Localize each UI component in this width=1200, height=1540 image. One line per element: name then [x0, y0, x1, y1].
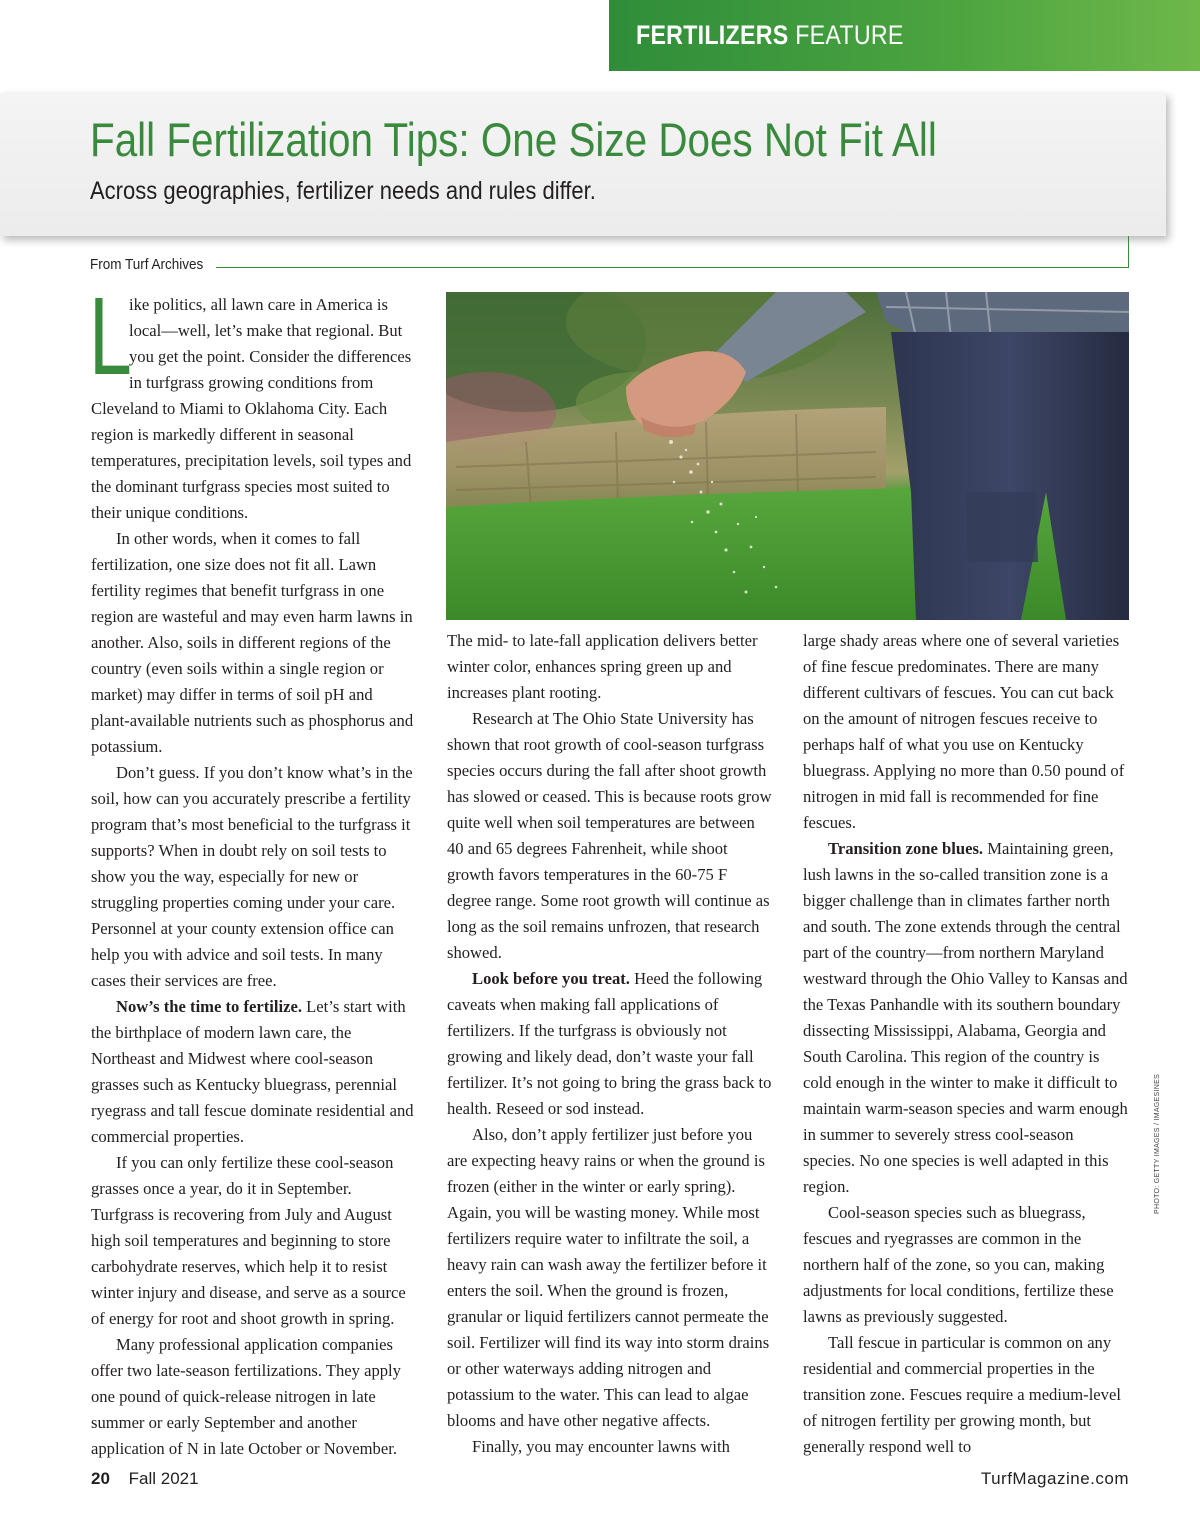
section-label — [636, 20, 904, 51]
paragraph: Tall fescue in particular is common on any residential and commercial properties in the transition zone. Fescues require a medium-level of nitrogen fertility per growing month, but generally respond well to — [803, 1333, 1121, 1456]
issue-date: Fall 2021 — [128, 1469, 199, 1488]
paragraph: large shady areas where one of several varieties of fine fescue predominates. There are many different cultivars of fescues. You can cut back on the amount of nitrogen fescues receive to perhaps half of what you use on Kentucky bluegrass. Applying no more than 0.50 pound of nitrogen in mid fall is recommended for fine fescues. — [803, 631, 1125, 832]
paragraph: Don’t guess. If you don’t know what’s in the soil, how can you accurately prescribe a fertility program that’s most beneficial to the turfgrass it supports? When in doubt rely on soil tests to show you the way, especially for new or struggling properties coming under your care. Personnel at your county extension office can help you with advice and soil tests. In many cases their services are free. — [91, 763, 413, 990]
paragraph: The mid- to late-fall application delivers better winter color, enhances spring green up and increases plant rooting. — [447, 631, 758, 702]
paragraph: Finally, you may encounter lawns with — [472, 1437, 730, 1456]
article-subtitle: Across geographies, fertilizer needs and rules differ. — [90, 177, 596, 205]
paragraph-text: Let’s start with the birthplace of modern lawn care, the Northeast and Midwest where cool-season grasses such as Kentucky bluegrass, perennial ryegrass and tall fescue dominate residential and commercial properties. — [91, 997, 414, 1146]
subhead: Transition zone blues. — [828, 839, 984, 858]
byline: From Turf Archives — [90, 256, 204, 273]
paragraph-text: ike politics, all lawn care in America is local—well, let’s make that regional. But you get the point. Consider the differences in turfgrass growing conditions from Cleveland to Miami to Oklahoma City. Each region is markedly different in seasonal temperatures, precipitation levels, soil types and the dominant turfgrass species most suited to their unique conditions. — [91, 295, 412, 522]
byline-rule — [216, 267, 1129, 268]
subhead: Look before you treat. — [472, 969, 630, 988]
photo-credit-text: PHOTO: GETTY IMAGES / IMAGESINES — [1154, 1073, 1161, 1214]
paragraph: Cool-season species such as bluegrass, fescues and ryegrasses are common in the northern half of the zone, so you can, making adjustments for local conditions, fertilize these lawns as previously suggested. — [803, 1203, 1114, 1326]
paragraph: In other words, when it comes to fall fertilization, one size does not fit all. Lawn fertility regimes that benefit turfgrass in one region are wasteful and may even harm lawns in another. Also, soils in different regions of the country (even soils within a single region or market) may differ in terms of soil pH and plant-available nutrients such as phosphorus and potassium. — [91, 529, 414, 756]
paragraph-text: Heed the following caveats when making fall applications of fertilizers. If the turfgrass is obviously not growing and likely dead, don’t waste your fall fertilizer. It’s not going to bring the grass back to health. Reseed or sod instead. — [447, 969, 772, 1118]
section-banner — [609, 0, 1200, 71]
hero-photo — [446, 292, 1129, 620]
section-label-light: FEATURE — [795, 20, 904, 50]
hand-spreading-fertilizer-photo — [446, 292, 1129, 620]
paragraph — [89, 275, 414, 526]
paragraph — [803, 836, 1129, 1200]
site-url: TurfMagazine.com — [980, 1469, 1129, 1488]
subhead: Now’s the time to fertilize. — [116, 997, 302, 1016]
article-title: Fall Fertilization Tips: One Size Does Not Fit All — [90, 113, 937, 166]
article-column-1 — [89, 275, 414, 1462]
byline-rule-vertical — [1128, 236, 1129, 268]
paragraph — [447, 966, 772, 1122]
paragraph: Also, don’t apply fertilizer just before you are expecting heavy rains or when the ground is frozen (either in the winter or early spring). Again, you will be wasting money. While most fertilizers require water to infiltrate the soil, a heavy rain can wash away the fertilizer before it enters the soil. When the ground is frozen, granular or liquid fertilizers cannot permeate the soil. Fertilizer will find its way into storm drains or other waterways adding nitrogen and potassium to the water. This can lead to algae blooms and have other negative affects. — [447, 1125, 770, 1430]
article-column-3 — [803, 628, 1129, 1460]
paragraph: Many professional application companies offer two late-season fertilizations. They apply one pound of quick-release nitrogen in late summer or early September and another application of N in late October or November. — [91, 1335, 401, 1458]
drop-cap: L — [89, 275, 132, 398]
paragraph-text: Maintaining green, lush lawns in the so-called transition zone is a bigger challenge than in climates farther north and south. The zone extends through the central part of the country—from northern Maryland westward through the Ohio Valley to Kansas and the Texas Panhandle with its southern boundary dissecting Mississippi, Alabama, Georgia and South Carolina. This region of the country is cold enough in the winter to make it difficult to maintain warm-season species and warm enough in summer to severely stress cool-season species. No one species is well adapted in this region. — [803, 839, 1128, 1196]
paragraph: Research at The Ohio State University has shown that root growth of cool-season turfgrass species occurs during the fall after shoot growth has slowed or ceased. This is because roots grow quite well when soil temperatures are between 40 and 65 degrees Fahrenheit, while shoot growth favors temperatures in the 60-75 F degree range. Some root growth will continue as long as the soil remains unfrozen, that research showed. — [447, 709, 772, 962]
paragraph — [91, 994, 414, 1150]
page-number: 20 — [91, 1469, 110, 1488]
footer-folio — [91, 1469, 199, 1489]
section-label-bold: FERTILIZERS — [636, 20, 789, 50]
article-column-2 — [447, 628, 772, 1460]
paragraph: If you can only fertilize these cool-season grasses once a year, do it in September. Turfgrass is recovering from July and August high soil temperatures and beginning to store carbohydrate reserves, which help it to resist winter injury and disease, and serve as a source of energy for root and shoot growth in spring. — [91, 1153, 406, 1328]
